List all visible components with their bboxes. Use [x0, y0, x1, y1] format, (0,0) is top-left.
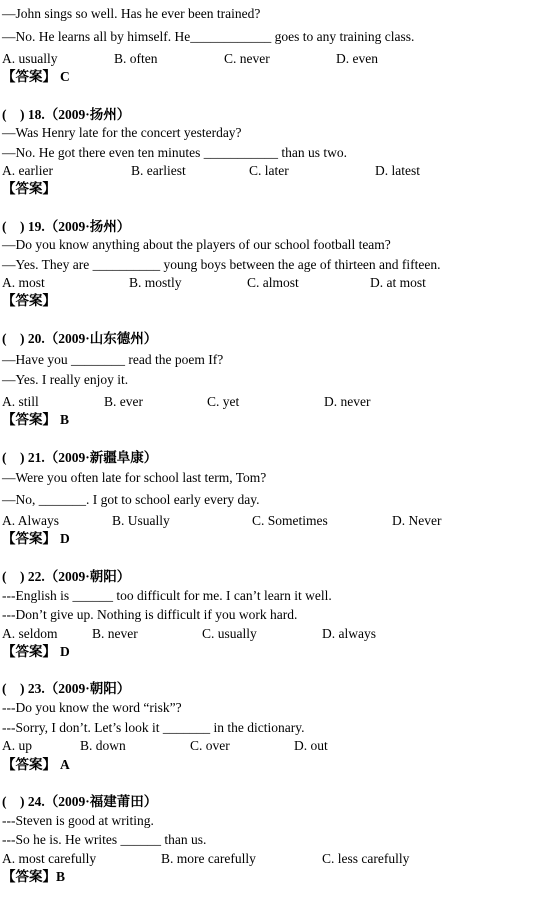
answer-value: A — [60, 757, 70, 772]
question-text: —Yes. I really enjoy it. — [2, 372, 129, 387]
answer-label: 【答案】 — [2, 531, 56, 546]
option-c: C. usually — [202, 626, 257, 641]
option-a: A. earlier — [2, 163, 53, 178]
option-d: D. at most — [370, 275, 426, 290]
question-number: ) 21. — [20, 450, 45, 465]
answer-blank: ( — [2, 450, 7, 465]
options-row — [2, 738, 552, 754]
question-text: ---Do you know the word “risk”? — [2, 700, 182, 715]
question-text: ---So he is. He writes ______ than us. — [2, 832, 207, 847]
question-text: ---Sorry, I don’t. Let’s look it _______ in the dictionary. — [2, 720, 305, 735]
question-header — [2, 681, 130, 697]
question-number: ) 23. — [20, 681, 45, 696]
answer-line — [2, 412, 69, 428]
option-d: D. latest — [375, 163, 420, 178]
question-text: ---Steven is good at writing. — [2, 813, 154, 828]
question-number: ) 20. — [20, 331, 45, 346]
option-b: B. earliest — [131, 163, 186, 178]
question-text: ---English is ______ too difficult for me. I can’t learn it well. — [2, 588, 332, 603]
option-a: A. most carefully — [2, 851, 97, 866]
question-text: —Yes. They are __________ young boys between the age of thirteen and fifteen. — [2, 257, 441, 272]
answer-value: D — [60, 531, 70, 546]
option-a: A. still — [2, 394, 39, 409]
answer-line — [2, 293, 60, 309]
answer-blank: ( — [2, 107, 7, 122]
option-c: C. Sometimes — [252, 513, 328, 528]
option-a: A. up — [2, 738, 32, 753]
answer-label: 【答案】 — [2, 412, 56, 427]
question-number: ) 22. — [20, 569, 45, 584]
answer-label: 【答案】 — [2, 644, 56, 659]
option-b: B. ever — [104, 394, 143, 409]
option-d: D. Never — [392, 513, 442, 528]
option-b: B. more carefully — [161, 851, 256, 866]
answer-value: B — [60, 412, 70, 427]
question-text: —Do you know anything about the players of our school football team? — [2, 237, 391, 252]
answer-value: D — [60, 644, 70, 659]
question-text: ---Don’t give up. Nothing is difficult if you work hard. — [2, 607, 298, 622]
answer-value: B — [56, 869, 66, 884]
answer-label: 【答案】 — [2, 69, 56, 84]
question-header — [2, 450, 157, 466]
question-number: ) 24. — [20, 794, 45, 809]
options-row — [2, 394, 552, 410]
option-d: D. even — [336, 51, 378, 66]
answer-label: 【答案】 — [2, 293, 56, 308]
answer-blank: ( — [2, 681, 7, 696]
question-source: （2009·朝阳） — [44, 681, 131, 696]
option-b: B. often — [114, 51, 158, 66]
question-source: （2009·扬州） — [44, 107, 131, 122]
answer-line — [2, 757, 70, 773]
option-c: C. almost — [247, 275, 299, 290]
question-text: —Were you often late for school last term, Tom? — [2, 470, 267, 485]
answer-label: 【答案】 — [2, 757, 56, 772]
answer-value: C — [60, 69, 70, 84]
option-b: B. Usually — [112, 513, 170, 528]
answer-blank: ( — [2, 331, 7, 346]
question-source: （2009·扬州） — [44, 219, 131, 234]
question-header — [2, 219, 130, 235]
options-row — [2, 275, 552, 291]
question-source: （2009·朝阳） — [44, 569, 131, 584]
answer-line — [2, 644, 70, 660]
option-b: B. mostly — [129, 275, 182, 290]
question-header — [2, 569, 130, 585]
answer-line — [2, 69, 70, 85]
options-row — [2, 513, 552, 529]
question-text: —John sings so well. Has he ever been trained? — [2, 6, 261, 21]
option-c: C. less carefully — [322, 851, 410, 866]
option-c: C. never — [224, 51, 270, 66]
question-source: （2009·新疆阜康） — [44, 450, 158, 465]
options-row — [2, 51, 552, 67]
answer-line — [2, 181, 60, 197]
option-d: D. always — [322, 626, 376, 641]
option-a: A. seldom — [2, 626, 58, 641]
options-row — [2, 851, 552, 867]
question-text: —Was Henry late for the concert yesterday? — [2, 125, 242, 140]
question-number: ) 19. — [20, 219, 45, 234]
options-row — [2, 626, 552, 642]
answer-label: 【答案】 — [2, 869, 56, 884]
question-text: —No. He learns all by himself. He____________ goes to any training class. — [2, 29, 415, 44]
question-text: —Have you ________ read the poem If? — [2, 352, 224, 367]
question-text: —No. He got there even ten minutes ___________ than us two. — [2, 145, 347, 160]
option-b: B. never — [92, 626, 138, 641]
answer-line — [2, 531, 70, 547]
question-source: （2009·福建莆田） — [44, 794, 158, 809]
option-a: A. Always — [2, 513, 59, 528]
answer-label: 【答案】 — [2, 181, 56, 196]
question-header — [2, 331, 157, 347]
option-b: B. down — [80, 738, 126, 753]
option-d: D. never — [324, 394, 371, 409]
options-row — [2, 163, 552, 179]
option-c: C. later — [249, 163, 289, 178]
option-d: D. out — [294, 738, 328, 753]
answer-blank: ( — [2, 794, 7, 809]
answer-blank: ( — [2, 569, 7, 584]
option-a: A. most — [2, 275, 45, 290]
question-number: ) 18. — [20, 107, 45, 122]
question-header — [2, 107, 130, 123]
question-source: （2009·山东德州） — [44, 331, 158, 346]
option-c: C. yet — [207, 394, 240, 409]
answer-line — [2, 869, 65, 885]
option-a: A. usually — [2, 51, 58, 66]
question-header — [2, 794, 157, 810]
option-c: C. over — [190, 738, 230, 753]
question-text: —No, _______. I got to school early every day. — [2, 492, 260, 507]
answer-blank: ( — [2, 219, 7, 234]
